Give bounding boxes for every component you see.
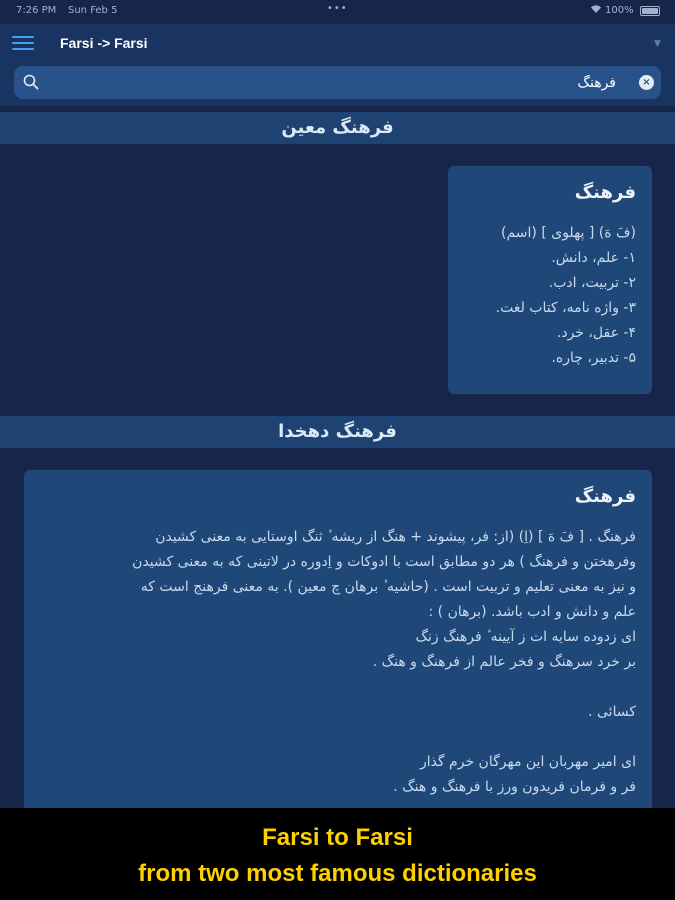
dehkhoda-line: ای زدوده سایه ات ز آیینه ٔ فرهنگ زنگ — [415, 629, 636, 645]
moein-line: (فَ هَ) [ پهلوی ] (اسم) — [501, 225, 636, 241]
wifi-icon — [590, 4, 602, 17]
dehkhoda-entry-title: فرهنگ — [574, 486, 636, 507]
moein-line: ۱- علم، دانش. — [551, 250, 636, 266]
banner-subline: from two most famous dictionaries — [138, 860, 537, 887]
search-bar — [14, 66, 661, 99]
dehkhoda-line: فرهنگ . [ فَ هَ ] (اِ) (از: فر، پیشوند + هنگ از ریشه ٔ ثنگ اوستایی به معنی کشیدن — [155, 529, 636, 545]
dehkhoda-line: فر و فرمان فریدون ورز با فرهنگ و هنگ . — [393, 779, 636, 795]
moein-line: ۵- تدبیر، چاره. — [551, 350, 636, 366]
dehkhoda-blank-line — [38, 675, 636, 700]
status-date: Sun Feb 5 — [68, 5, 118, 16]
dehkhoda-line: بر خرد سرهنگ و فخر عالم از فرهنگ و هنگ . — [372, 654, 636, 670]
dehkhoda-line: و نیز به معنی تعلیم و تربیت است . (حاشیه ٔ برهان چ معین ). به معنی فرهنج است که — [140, 579, 636, 595]
status-time: 7:26 PM — [16, 5, 57, 16]
moein-definition-card — [448, 166, 652, 394]
dehkhoda-line: وفرهختن و فرهنگ ) هر دو مطابق است با ادوکات و اِدوره در لاتینی که به معنی کشیدن — [132, 554, 636, 570]
dehkhoda-blank-line — [38, 725, 636, 750]
promo-banner — [0, 808, 675, 900]
dictionary-selector[interactable]: Farsi -> Farsi — [60, 35, 148, 51]
status-bar — [0, 0, 675, 24]
moein-line: ۴- عقل، خرد. — [556, 325, 636, 341]
chevron-down-icon[interactable]: ▼ — [654, 39, 661, 49]
navigation-bar — [0, 24, 675, 62]
section-header-dehkhoda: فرهنگ دهخدا — [0, 416, 675, 448]
moein-entry-title: فرهنگ — [574, 182, 636, 203]
moein-line: ۳- واژه نامه، کتاب لغت. — [495, 300, 636, 316]
dehkhoda-line: ای امیر مهربان این مهرگان خرم گذار — [419, 754, 636, 770]
battery-icon — [640, 6, 660, 16]
multitasking-dots[interactable]: ••• — [327, 3, 348, 14]
search-icon — [23, 74, 39, 90]
banner-headline: Farsi to Farsi — [262, 824, 413, 851]
dehkhoda-line: علم و دانش و ادب باشد. (برهان ) : — [428, 604, 636, 620]
battery-percent: 100% — [605, 5, 634, 16]
dehkhoda-definition-card — [24, 470, 652, 830]
moein-line: ۲- تربیت، ادب. — [548, 275, 636, 291]
search-bar-container — [0, 62, 675, 106]
hamburger-menu-icon[interactable] — [12, 36, 34, 52]
section-header-moein: فرهنگ معین — [0, 112, 675, 144]
dehkhoda-line: کسائی . — [588, 704, 636, 720]
search-input[interactable] — [50, 70, 616, 95]
clear-search-icon[interactable]: × — [639, 75, 654, 90]
